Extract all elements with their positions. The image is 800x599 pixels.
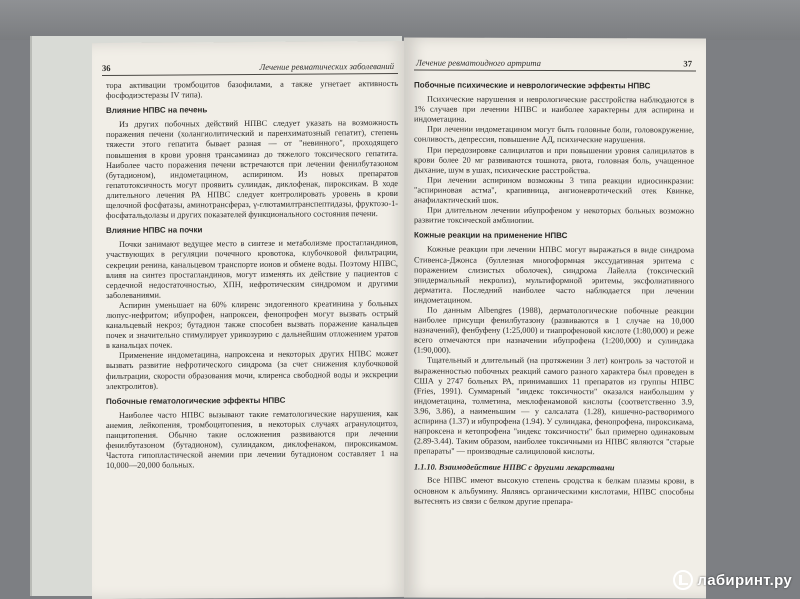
paragraph: При лечении аспирином возможны 3 типа реакции идиосинкразии: "аспириновая астма", крапивница, ангионевротический отек Квинке, анафилактический шок. [414, 175, 694, 205]
right-page-header [414, 56, 696, 72]
paragraph: Наиболее часто НПВС вызывают такие гематологические нарушения, как анемия, лейкопения, тромбоцитопения, в некоторых случаях агранулоцитоз, панцитопения. Обычно такие осложнения развиваются при лечении фенилбутазоном (бутадионом), сулиндаком, диклофенаком, пироксикамом. Частота гипопластической анемии при лечении бутадионом составляет 1 на 10,000—20,000 больных. [106, 408, 398, 471]
left-page-header [102, 59, 398, 76]
paragraph: Все НПВС имеют высокую степень сродства к белкам плазмы крови, в основном к альбумину. Являясь органическими кислотами, НПВС способны вытеснять из связи с белком другие препара- [414, 476, 694, 506]
running-title: Лечение ревматических заболеваний [259, 60, 394, 72]
paragraph: Почки занимают ведущее место в синтезе и метаболизме простагландинов, участвующих в регуляции почечного кровотока, клубочковой фильтрации, секреции ренина, канальцевом транспорте ионов и обмене воды. Поэтому НПВС, влияя на синтез простагландинов, могут изменять их действие у пациентов с сердечной недостаточностью, ХПН, нефротическим синдромом и другими заболеваниями. [106, 238, 398, 300]
section-heading: Побочные психические и неврологические эффекты НПВС [414, 80, 651, 91]
watermark-text: лабиринт.ру [697, 571, 792, 589]
paragraph: По данным Albengres (1988), дерматологические побочные реакции наиболее присущи фенилбутазону (развиваются в 1 случае на 10,000 назначений), фенбуфену (1:25,000) и тиапрофеновой кислоте (1:80,000) и реже всего отмечаются при назначении ибупрофена (1:200,000) и сулиндака (1:90,000). [414, 305, 694, 355]
section-heading: Влияние НПВС на печень [106, 105, 208, 116]
section-heading: Побочные гематологические эффекты НПВС [106, 395, 286, 406]
paragraph: При длительном лечении ибупрофеном у некоторых больных возможно развитие токсической амблиопии. [414, 205, 694, 226]
labirint-logo-icon [673, 570, 693, 590]
section-heading: Кожные реакции на применение НПВС [414, 230, 568, 241]
paragraph: При передозировке салицилатов и при повышении уровня салицилатов в крови более 20 мг развиваются тошнота, рвота, головная боль, учащенное дыхание, шум в ушах, психические расстройства. [414, 145, 694, 175]
page-number: 37 [683, 58, 692, 69]
left-page-body [106, 79, 398, 585]
paragraph: Тщательный и длительный (на протяжении 3 лет) контроль за частотой и выраженностью побочных реакций самого разного характера был проведен в США у 2747 больных РА, принимавших 11 препаратов из группы НПВС (Fries, 1991). Суммарный "индекс токсичности" оказался наибольшим у индометацина, толметина, меклофенамовой кислоты (соответственно 3.9, 3.96, 3.86), а наименьшим — у салсалата (1.28), кишечно-растворимого аспирина (1.37) и ибупрофена (1.94). У сулиндака, фенопрофена, пироксикама, напроксена и кетопрофена "индекс токсичности" был примерно одинаковым (2.89-3.44). Таким образом, наиболее токсичными из НПВС являются "старые препараты" — производные салициловой кислоты. [414, 355, 694, 457]
section-heading: Влияние НПВС на почки [106, 225, 203, 236]
watermark [673, 570, 792, 590]
left-page [92, 41, 408, 599]
paragraph: Психические нарушения и неврологические расстройства наблюдаются в 1% случаев при лечении НПВС и наиболее характерны для аспирина и индометацина. [414, 94, 694, 124]
paragraph: Из других побочных действий НПВС следует указать на возможность поражения печени (холангиолитический и паренхиматозный гепатит), степень тяжести этого гепатита бывает разная — от "невинного", проходящего повышения в крови уровня трансаминаз до тяжелого токсического гепатита. Наиболее часто поражения печени встречаются при лечении фенилбутазоном (бутадионом), индометацином, аспирином. Из новых препаратов гепатотоксичность могут проявить сулиндак, диклофенак, пироксикам. В ходе длительного лечения РА НПВС следует контролировать уровень в крови щелочной фосфатазы, аминотрансфераз, γ-глютамилтранспептидазы, фруктозо-1-фосфатальдолазы и других показателей функционального состояния печени. [106, 118, 398, 221]
subsection-heading: 1.1.10. Взаимодействие НПВС с другими лекарствами [414, 462, 615, 473]
page-number: 36 [102, 62, 111, 74]
paragraph: При лечении индометацином могут быть головные боли, головокружение, сонливость, депрессия, повышение АД, психические нарушения. [414, 124, 694, 145]
paragraph: тора активации тромбоцитов базофилами, а также угнетает активность фосфодиэстеразы IV типа). [106, 78, 398, 101]
right-page [404, 37, 706, 598]
paragraph: Кожные реакции при лечении НПВС могут выражаться в виде синдрома Стивенса-Джонса (буллезная многоформная экссудативная эритема с поражением слизистых оболочек), синдрома Лайелла (токсический эпидермальный некролиз), мультиформной эритемы, эксфолиативного дерматита. Последний наиболее часто наблюдается при лечении индометацином. [414, 244, 694, 305]
right-page-body [414, 76, 694, 585]
paragraph: Применение индометацина, напроксена и некоторых других НПВС может вызвать развитие нефротического синдрома (за счет снижения клубочковой фильтрации, скорости образования мочи, клиренса свободной воды и экскреции электролитов). [106, 349, 398, 391]
running-title: Лечение ревматоидного артрита [416, 57, 541, 68]
paragraph: Аспирин уменьшает на 60% клиренс эндогенного креатинина у больных люпус-нефритом; ибупрофен, напроксен, фенопрофен могут вызвать острый канальцевый некроз; бутадион также способен вызвать поражение канальцев почек и значительно стимулирует урикозурию с дальнейшим отложением уратов в канальцах почек. [106, 298, 398, 351]
background [0, 0, 800, 40]
